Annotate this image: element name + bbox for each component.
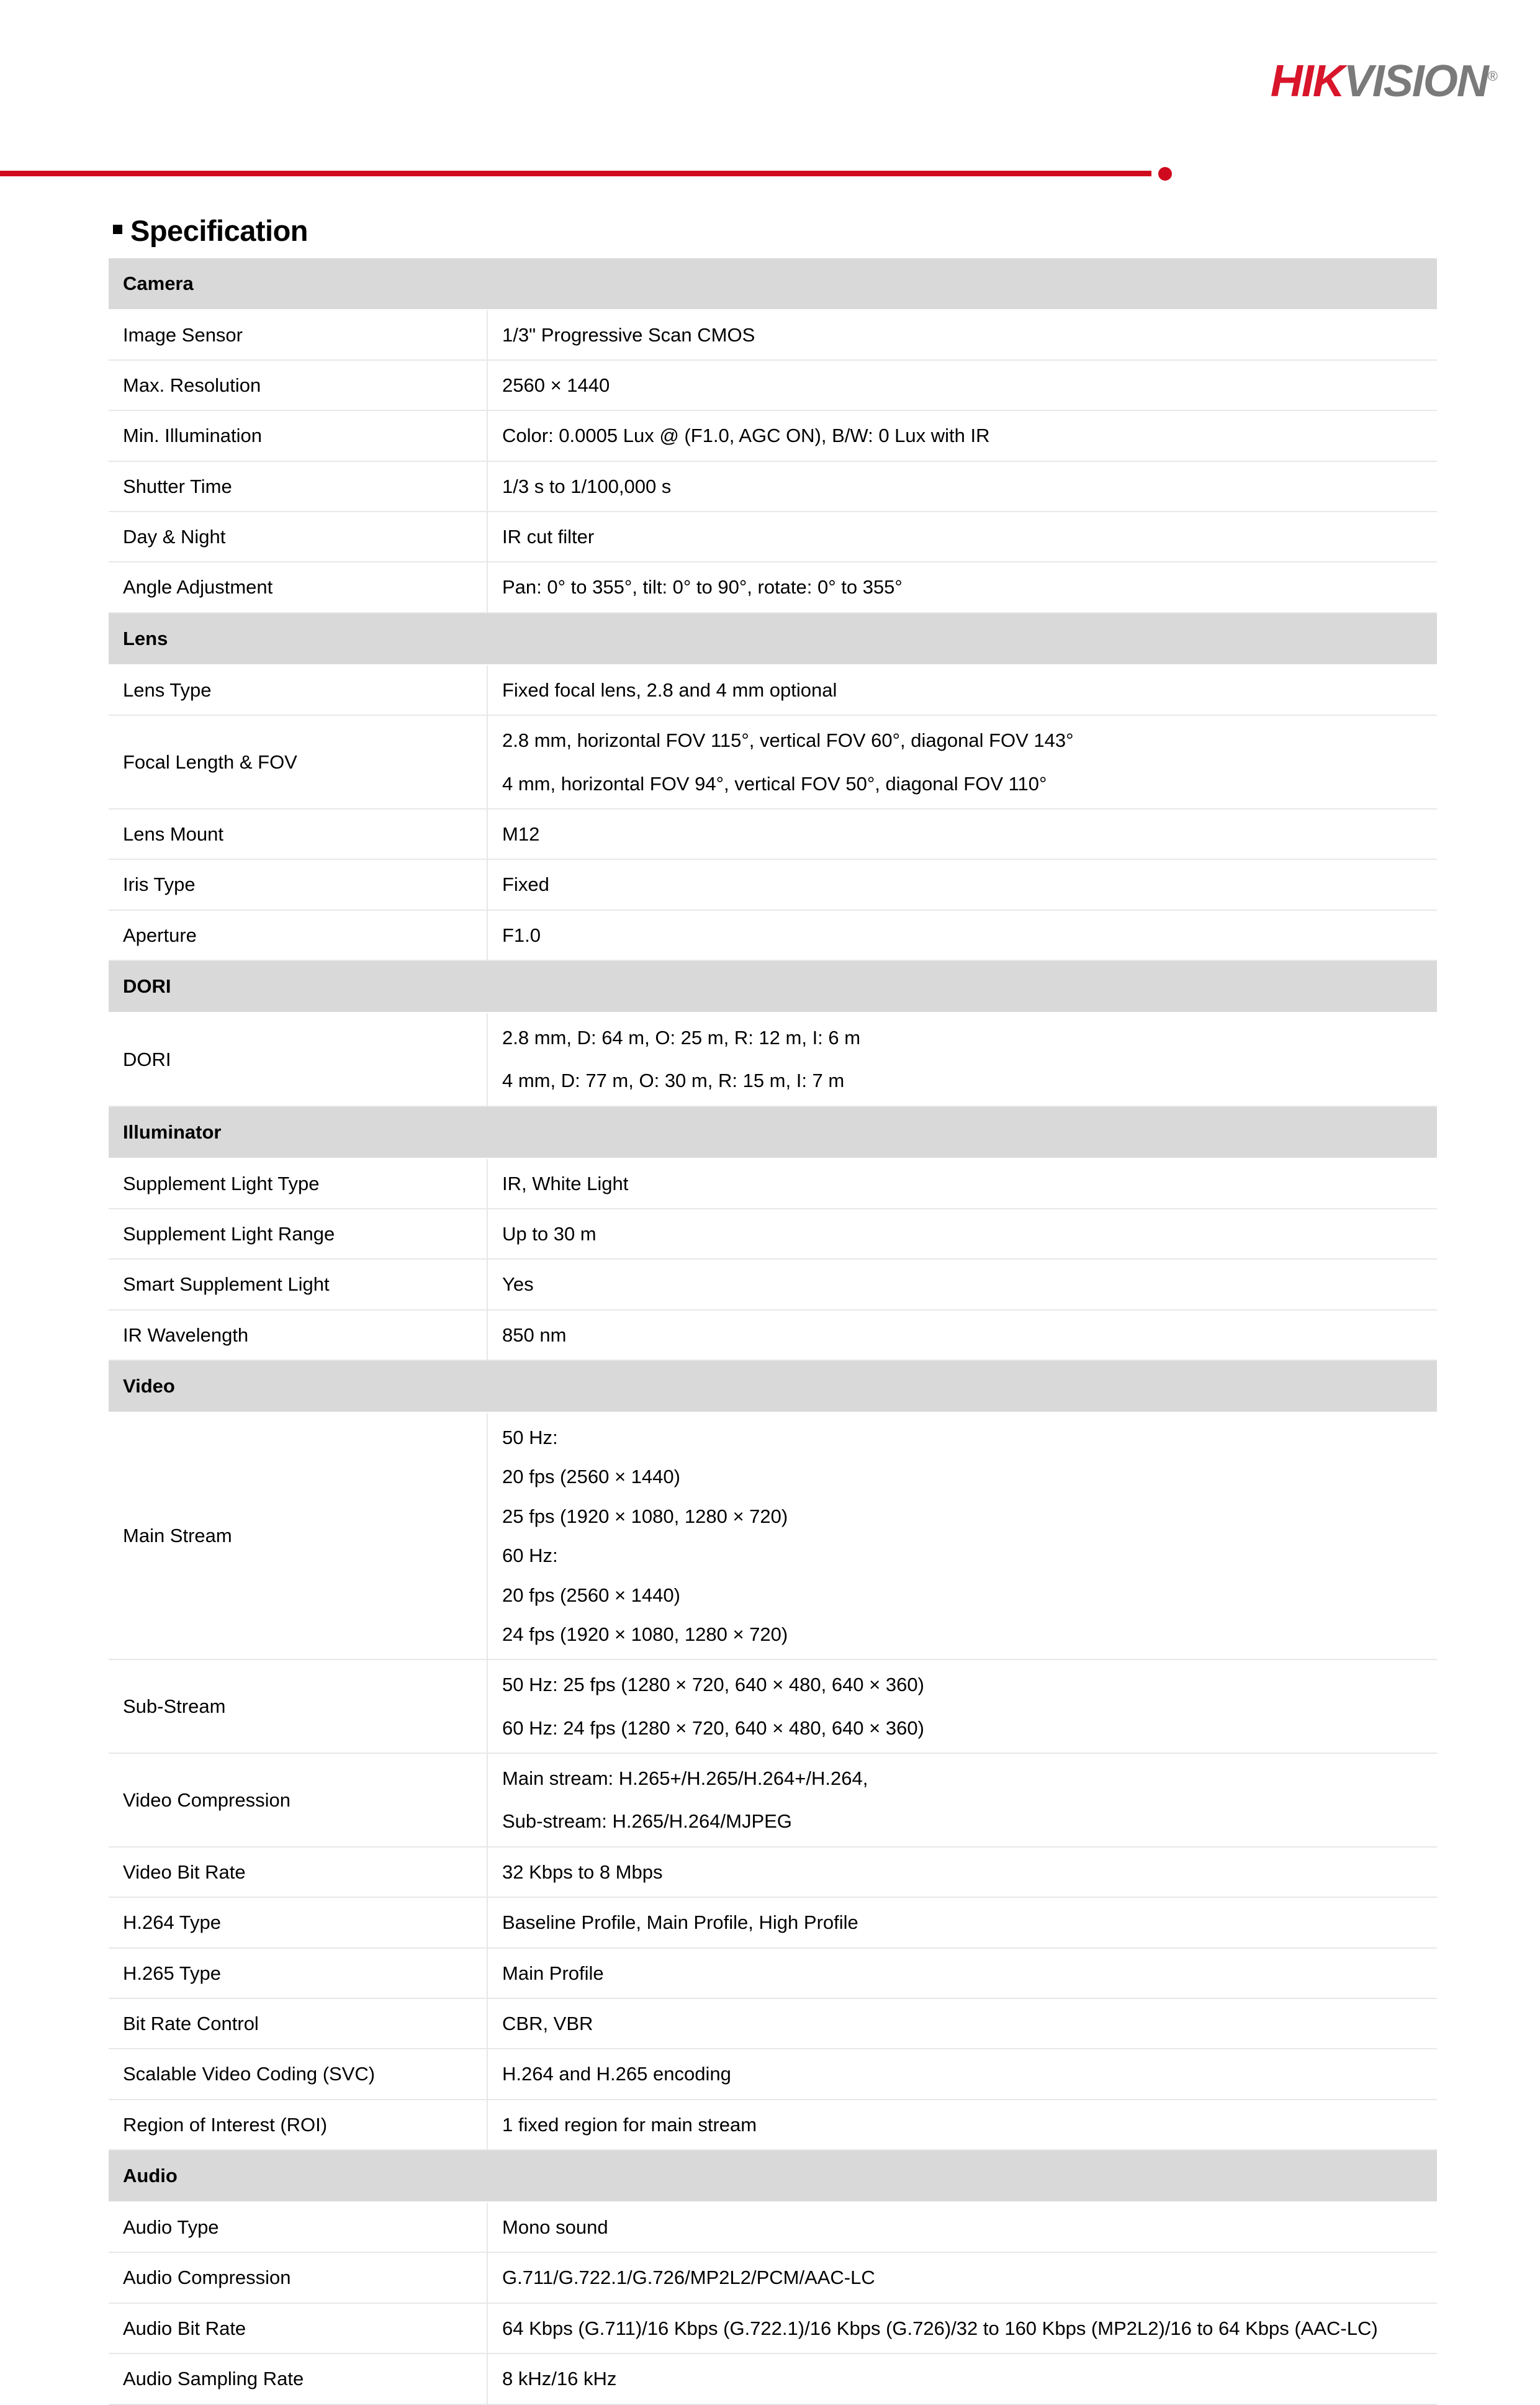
header-divider bbox=[0, 165, 1540, 184]
spec-row-value bbox=[487, 512, 1437, 562]
spec-row-value bbox=[487, 2049, 1437, 2099]
table-row bbox=[109, 715, 1437, 809]
spec-value-line: 4 mm, horizontal FOV 94°, vertical FOV 50°, diagonal FOV 110° bbox=[502, 772, 1047, 795]
spec-row-label: Video Compression bbox=[109, 1753, 487, 1847]
spec-row-label: H.264 Type bbox=[109, 1897, 487, 1947]
spec-value-line: IR cut filter bbox=[502, 526, 595, 548]
spec-row-value bbox=[487, 410, 1437, 461]
spec-row-value bbox=[487, 2303, 1437, 2353]
spec-row-value bbox=[487, 2252, 1437, 2303]
table-row bbox=[109, 809, 1437, 859]
spec-row-value bbox=[487, 665, 1437, 715]
spec-value-line: 20 fps (2560 × 1440) bbox=[502, 1466, 680, 1488]
table-row bbox=[109, 1897, 1437, 1947]
spec-value-line: 2.8 mm, D: 64 m, O: 25 m, R: 12 m, I: 6 m bbox=[502, 1026, 861, 1049]
table-row bbox=[109, 2049, 1437, 2099]
table-row bbox=[109, 2202, 1437, 2252]
spec-row-label: Supplement Light Type bbox=[109, 1158, 487, 1209]
spec-row-label: Sub-Stream bbox=[109, 1659, 487, 1753]
spec-value-line: Baseline Profile, Main Profile, High Profile bbox=[502, 1911, 858, 1934]
spec-value-line: 24 fps (1920 × 1080, 1280 × 720) bbox=[502, 1623, 788, 1645]
table-row bbox=[109, 310, 1437, 360]
spec-value-line: 2.8 mm, horizontal FOV 115°, vertical FOV 60°, diagonal FOV 143° bbox=[502, 729, 1074, 752]
table-row bbox=[109, 2100, 1437, 2150]
spec-row-label: Iris Type bbox=[109, 859, 487, 909]
spec-row-value bbox=[487, 461, 1437, 512]
spec-group-label: Lens bbox=[109, 613, 1437, 665]
spec-row-label: Audio Sampling Rate bbox=[109, 2353, 487, 2404]
table-row bbox=[109, 1412, 1437, 1659]
spec-row-label: Scalable Video Coding (SVC) bbox=[109, 2049, 487, 2099]
table-row bbox=[109, 461, 1437, 512]
specification-table-body bbox=[109, 258, 1437, 2404]
spec-row-label: Main Stream bbox=[109, 1412, 487, 1659]
spec-group-label: Video bbox=[109, 1360, 1437, 1412]
spec-row-label: Audio Bit Rate bbox=[109, 2303, 487, 2353]
spec-group-row bbox=[109, 1106, 1437, 1158]
spec-row-value bbox=[487, 1659, 1437, 1753]
spec-value-line: 50 Hz: bbox=[502, 1426, 558, 1448]
spec-value-line: H.264 and H.265 encoding bbox=[502, 2063, 731, 2085]
page-header bbox=[0, 0, 1540, 169]
spec-value-line: 8 kHz/16 kHz bbox=[502, 2368, 617, 2390]
spec-row-label: Lens Type bbox=[109, 665, 487, 715]
table-row bbox=[109, 2303, 1437, 2353]
spec-value-line: 2560 × 1440 bbox=[502, 374, 610, 396]
specification-table-container bbox=[0, 247, 1540, 2405]
table-row bbox=[109, 1158, 1437, 1209]
spec-row-value bbox=[487, 1412, 1437, 1659]
spec-value-line: 1/3" Progressive Scan CMOS bbox=[502, 323, 755, 346]
square-bullet-icon bbox=[113, 225, 122, 234]
spec-row-label: Audio Compression bbox=[109, 2252, 487, 2303]
spec-group-row bbox=[109, 2150, 1437, 2202]
spec-value-line: Yes bbox=[502, 1273, 534, 1296]
header-rule-dot-icon bbox=[1158, 167, 1172, 181]
table-row bbox=[109, 1259, 1437, 1309]
spec-value-line: M12 bbox=[502, 823, 540, 845]
table-row bbox=[109, 1948, 1437, 1998]
spec-value-line: Main Profile bbox=[502, 1962, 604, 1984]
spec-group-row bbox=[109, 960, 1437, 1013]
spec-row-value bbox=[487, 1847, 1437, 1897]
spec-row-label: Video Bit Rate bbox=[109, 1847, 487, 1897]
spec-row-value bbox=[487, 809, 1437, 859]
header-rule-line bbox=[0, 171, 1151, 176]
spec-value-line: Mono sound bbox=[502, 2216, 608, 2239]
spec-value-line: Main stream: H.265+/H.265/H.264+/H.264, bbox=[502, 1767, 868, 1790]
table-row bbox=[109, 2353, 1437, 2404]
spec-row-value bbox=[487, 562, 1437, 612]
spec-value-line: 50 Hz: 25 fps (1280 × 720, 640 × 480, 640 × 360) bbox=[502, 1674, 924, 1696]
spec-row-value bbox=[487, 1013, 1437, 1106]
logo-hik-text: HIK bbox=[1270, 56, 1344, 106]
spec-row-value bbox=[487, 1897, 1437, 1947]
spec-value-line: Up to 30 m bbox=[502, 1222, 597, 1245]
spec-row-value bbox=[487, 1259, 1437, 1309]
spec-group-label: DORI bbox=[109, 960, 1437, 1013]
table-row bbox=[109, 665, 1437, 715]
table-row bbox=[109, 1659, 1437, 1753]
spec-row-label: Max. Resolution bbox=[109, 360, 487, 410]
spec-row-label: H.265 Type bbox=[109, 1948, 487, 1998]
spec-value-line: Pan: 0° to 355°, tilt: 0° to 90°, rotate: 0° to 355° bbox=[502, 576, 903, 598]
spec-value-line: Color: 0.0005 Lux @ (F1.0, AGC ON), B/W: 0 Lux with IR bbox=[502, 425, 990, 447]
spec-row-value bbox=[487, 1158, 1437, 1209]
spec-group-row bbox=[109, 613, 1437, 665]
logo-vision-text: VISION bbox=[1343, 56, 1488, 106]
spec-value-line: 32 Kbps to 8 Mbps bbox=[502, 1861, 663, 1883]
spec-row-label: Aperture bbox=[109, 910, 487, 960]
spec-value-line: F1.0 bbox=[502, 924, 541, 946]
table-row bbox=[109, 1998, 1437, 2049]
spec-row-value bbox=[487, 859, 1437, 909]
registered-trademark-icon: ® bbox=[1487, 68, 1498, 84]
table-row bbox=[109, 562, 1437, 612]
spec-value-line: Sub-stream: H.265/H.264/MJPEG bbox=[502, 1810, 792, 1833]
page-title-text: Specification bbox=[130, 214, 308, 247]
spec-row-label: Focal Length & FOV bbox=[109, 715, 487, 809]
spec-row-label: DORI bbox=[109, 1013, 487, 1106]
spec-value-line: IR, White Light bbox=[502, 1172, 629, 1194]
spec-value-line: 1/3 s to 1/100,000 s bbox=[502, 475, 672, 497]
spec-row-value bbox=[487, 1310, 1437, 1360]
spec-value-line: 25 fps (1920 × 1080, 1280 × 720) bbox=[502, 1505, 788, 1527]
spec-row-label: Smart Supplement Light bbox=[109, 1259, 487, 1309]
spec-row-value bbox=[487, 910, 1437, 960]
table-row bbox=[109, 1310, 1437, 1360]
spec-row-value bbox=[487, 2100, 1437, 2150]
hikvision-logo bbox=[1270, 56, 1498, 106]
table-row bbox=[109, 410, 1437, 461]
spec-row-label: Min. Illumination bbox=[109, 410, 487, 461]
spec-row-value bbox=[487, 715, 1437, 809]
spec-row-label: Audio Type bbox=[109, 2202, 487, 2252]
spec-row-value bbox=[487, 1998, 1437, 2049]
spec-value-line: 60 Hz: 24 fps (1280 × 720, 640 × 480, 640 × 360) bbox=[502, 1717, 924, 1739]
spec-row-value bbox=[487, 1209, 1437, 1259]
spec-row-value bbox=[487, 2353, 1437, 2404]
spec-value-line: Fixed focal lens, 2.8 and 4 mm optional bbox=[502, 679, 837, 701]
spec-value-line: 4 mm, D: 77 m, O: 30 m, R: 15 m, I: 7 m bbox=[502, 1070, 845, 1092]
table-row bbox=[109, 512, 1437, 562]
spec-row-label: Region of Interest (ROI) bbox=[109, 2100, 487, 2150]
table-row bbox=[109, 1753, 1437, 1847]
table-row bbox=[109, 1013, 1437, 1106]
table-row bbox=[109, 2252, 1437, 2303]
table-row bbox=[109, 910, 1437, 960]
spec-value-line: 1 fixed region for main stream bbox=[502, 2113, 757, 2136]
spec-value-line: 64 Kbps (G.711)/16 Kbps (G.722.1)/16 Kbps (G.726)/32 to 160 Kbps (MP2L2)/16 to 64 Kbps (AAC-LC) bbox=[502, 2317, 1378, 2339]
table-row bbox=[109, 859, 1437, 909]
spec-row-value bbox=[487, 1753, 1437, 1847]
spec-value-line: Fixed bbox=[502, 873, 549, 896]
spec-group-label: Illuminator bbox=[109, 1106, 1437, 1158]
spec-row-value bbox=[487, 2202, 1437, 2252]
spec-value-line: CBR, VBR bbox=[502, 2013, 593, 2035]
spec-row-label: Image Sensor bbox=[109, 310, 487, 360]
spec-row-label: Lens Mount bbox=[109, 809, 487, 859]
spec-row-label: Angle Adjustment bbox=[109, 562, 487, 612]
spec-group-row bbox=[109, 1360, 1437, 1412]
spec-row-label: Shutter Time bbox=[109, 461, 487, 512]
spec-group-label: Audio bbox=[109, 2150, 1437, 2202]
spec-group-label: Camera bbox=[109, 258, 1437, 310]
spec-row-value bbox=[487, 1948, 1437, 1998]
spec-value-line: 850 nm bbox=[502, 1324, 567, 1346]
spec-value-line: 20 fps (2560 × 1440) bbox=[502, 1584, 680, 1606]
spec-value-line: G.711/G.722.1/G.726/MP2L2/PCM/AAC-LC bbox=[502, 2267, 875, 2289]
spec-value-line: 60 Hz: bbox=[502, 1545, 558, 1567]
table-row bbox=[109, 360, 1437, 410]
specification-table bbox=[109, 258, 1437, 2405]
spec-row-label: Day & Night bbox=[109, 512, 487, 562]
table-row bbox=[109, 1847, 1437, 1897]
table-row bbox=[109, 1209, 1437, 1259]
spec-row-value bbox=[487, 310, 1437, 360]
spec-group-row bbox=[109, 258, 1437, 310]
spec-row-label: Supplement Light Range bbox=[109, 1209, 487, 1259]
spec-row-value bbox=[487, 360, 1437, 410]
spec-row-label: IR Wavelength bbox=[109, 1310, 487, 1360]
spec-row-label: Bit Rate Control bbox=[109, 1998, 487, 2049]
